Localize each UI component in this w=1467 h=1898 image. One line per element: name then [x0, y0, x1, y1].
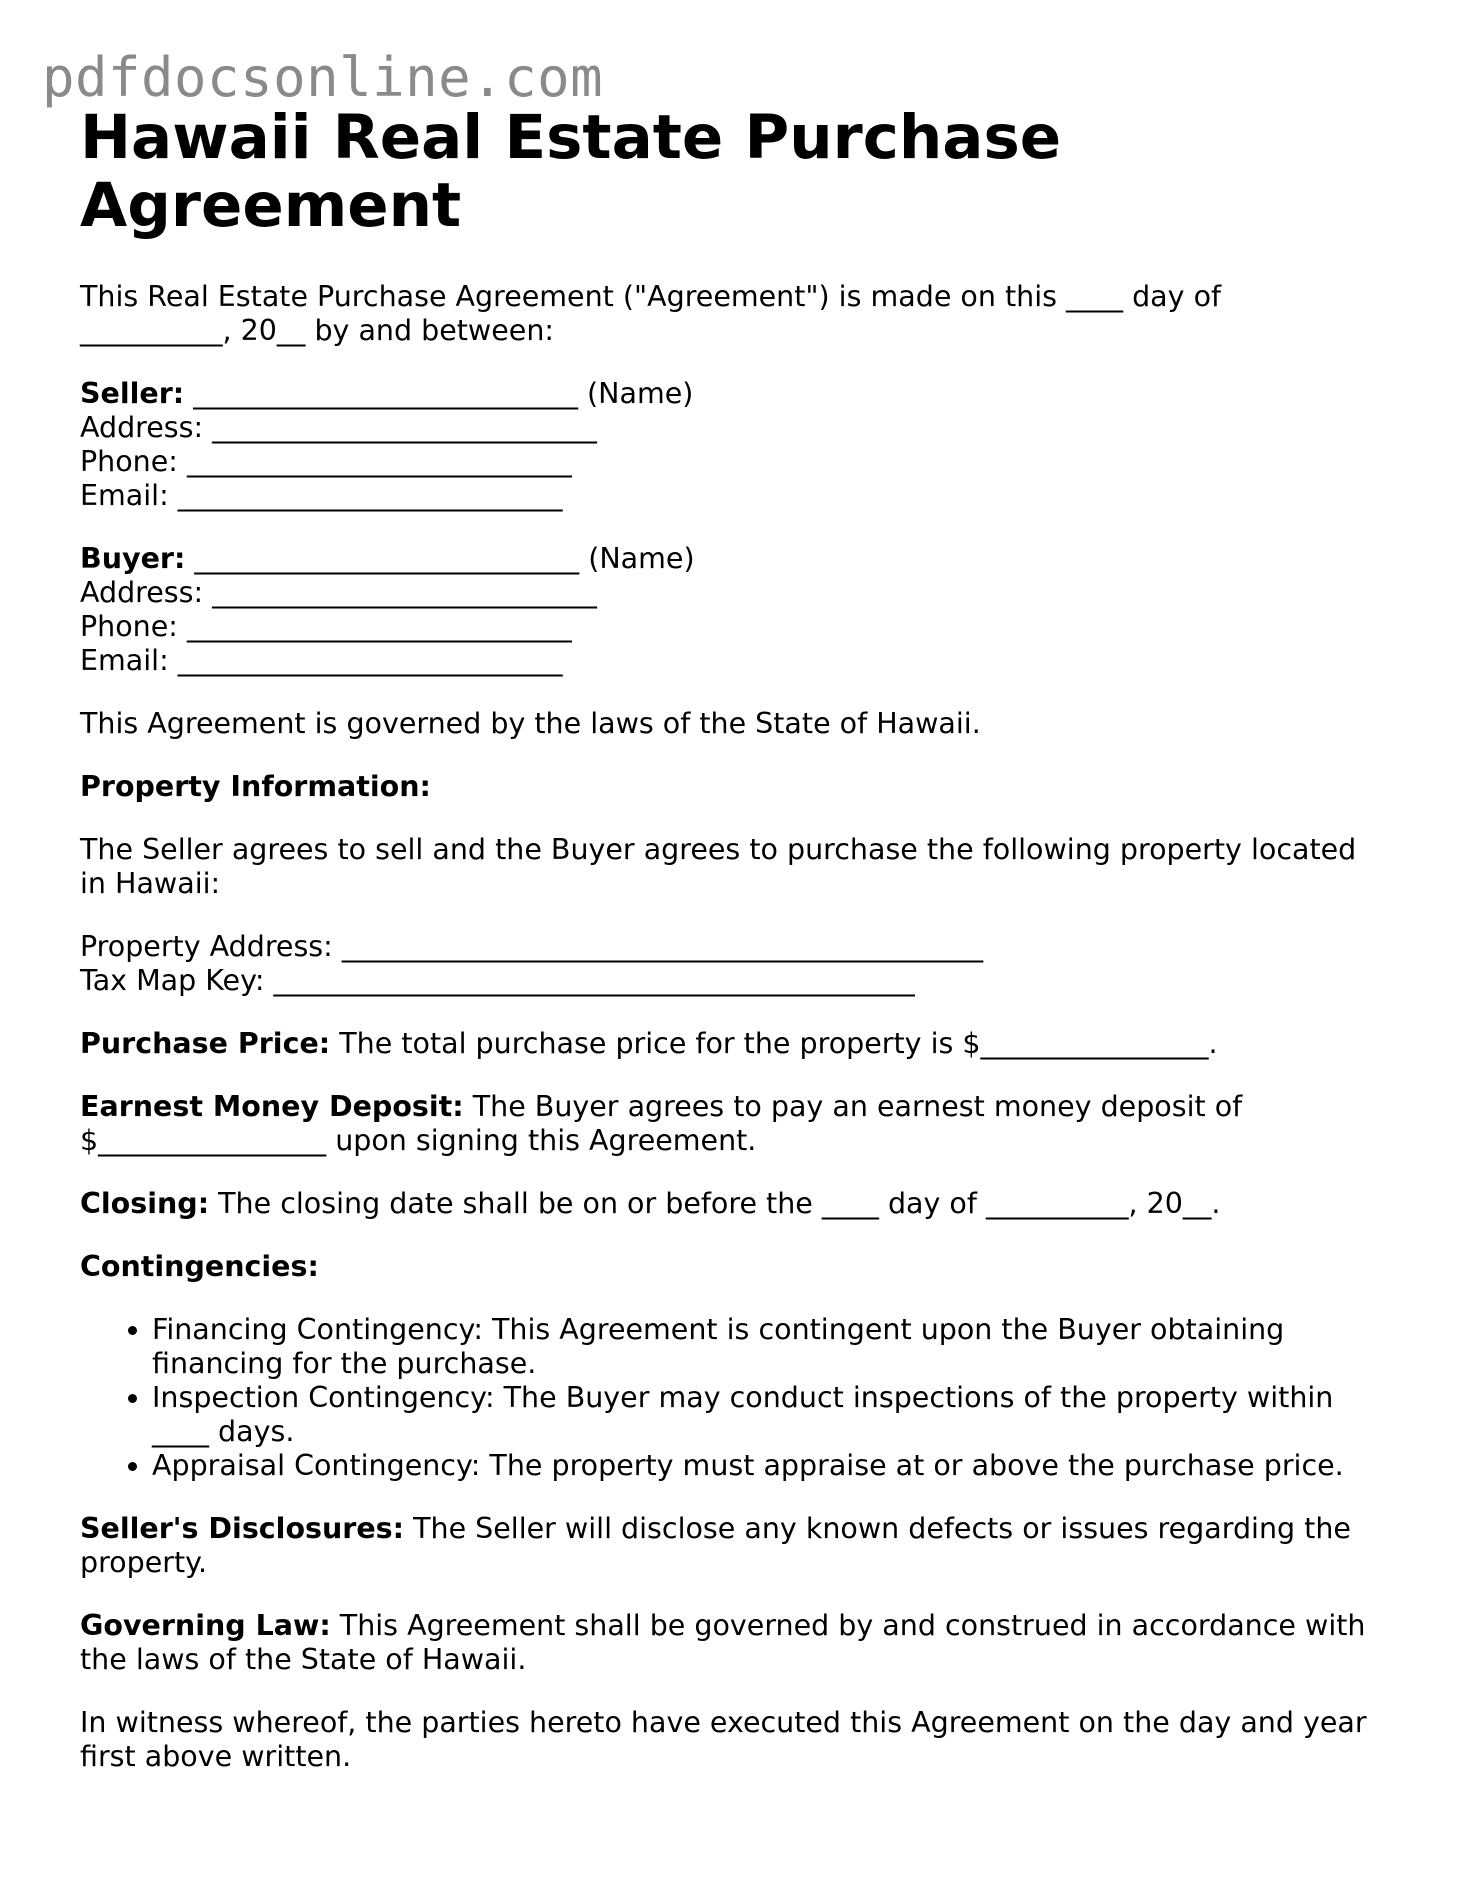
seller-phone-line: Phone: ___________________________	[80, 445, 572, 478]
buyer-phone-line: Phone: ___________________________	[80, 610, 572, 643]
disclosures-label: Seller's Disclosures:	[80, 1512, 405, 1545]
property-description: The Seller agrees to sell and the Buyer agrees to purchase the following property located in Hawaii:	[80, 833, 1357, 900]
disclosures-text: The Seller will disclose any known defects or issues regarding the property.	[80, 1512, 1351, 1579]
tax-map-key-line: Tax Map Key: _____________________________________________	[80, 964, 915, 997]
governing-law-text: This Agreement shall be governed by and construed in accordance with the laws of the State of Hawaii.	[80, 1609, 1366, 1676]
buyer-block	[80, 542, 1380, 678]
contingencies-heading	[80, 1250, 1380, 1284]
closing-section	[80, 1187, 1380, 1221]
property-fields	[80, 930, 1380, 998]
purchase-price-section	[80, 1027, 1380, 1061]
disclosures-section	[80, 1512, 1380, 1580]
seller-label: Seller:	[80, 377, 185, 410]
property-address-line: Property Address: _____________________________________________	[80, 930, 984, 963]
closing-label: Closing:	[80, 1187, 210, 1220]
contingencies-list	[80, 1313, 1380, 1483]
earnest-money-label: Earnest Money Deposit:	[80, 1090, 464, 1123]
buyer-name-line	[80, 542, 1380, 576]
purchase-price-label: Purchase Price:	[80, 1027, 331, 1060]
purchase-price-text: The total purchase price for the property is $________________.	[330, 1027, 1218, 1060]
earnest-money-text: The Buyer agrees to pay an earnest money deposit of $________________ upon signing this Agreement.	[80, 1090, 1243, 1157]
buyer-name-field: ___________________________ (Name)	[185, 542, 695, 575]
document-body	[80, 104, 1380, 1803]
property-heading	[80, 770, 1380, 804]
buyer-email-line: Email: ___________________________	[80, 644, 563, 677]
governing-law-section	[80, 1609, 1380, 1677]
governing-law-label: Governing Law:	[80, 1609, 331, 1642]
seller-name-line	[80, 377, 1380, 411]
governed-statement: This Agreement is governed by the laws of the State of Hawaii.	[80, 707, 981, 740]
property-heading-text: Property Information:	[80, 770, 431, 803]
contingencies-heading-text: Contingencies:	[80, 1250, 319, 1283]
watermark: pdfdocsonline.com	[42, 46, 604, 109]
buyer-label: Buyer:	[80, 542, 186, 575]
seller-address-line: Address: ___________________________	[80, 411, 597, 444]
list-item: • Financing Contingency: This Agreement is contingent upon the Buyer obtaining financing for the purchase.	[152, 1313, 1380, 1381]
document-title: Hawaii Real Estate Purchase Agreement	[80, 102, 1062, 241]
earnest-money-section	[80, 1090, 1380, 1158]
intro-paragraph: This Real Estate Purchase Agreement ("Agreement") is made on this ____ day of __________, 20__ by and between:	[80, 280, 1222, 347]
seller-name-field: ___________________________ (Name)	[184, 377, 694, 410]
seller-block	[80, 377, 1380, 513]
list-item: • Inspection Contingency: The Buyer may conduct inspections of the property within ____ days.	[152, 1381, 1380, 1449]
seller-email-line: Email: ___________________________	[80, 479, 563, 512]
list-item: • Appraisal Contingency: The property must appraise at or above the purchase price.	[152, 1449, 1380, 1483]
witness-paragraph: In witness whereof, the parties hereto have executed this Agreement on the day and year first above written.	[80, 1706, 1367, 1773]
buyer-address-line: Address: ___________________________	[80, 576, 597, 609]
closing-text: The closing date shall be on or before the ____ day of __________, 20__.	[209, 1187, 1221, 1220]
